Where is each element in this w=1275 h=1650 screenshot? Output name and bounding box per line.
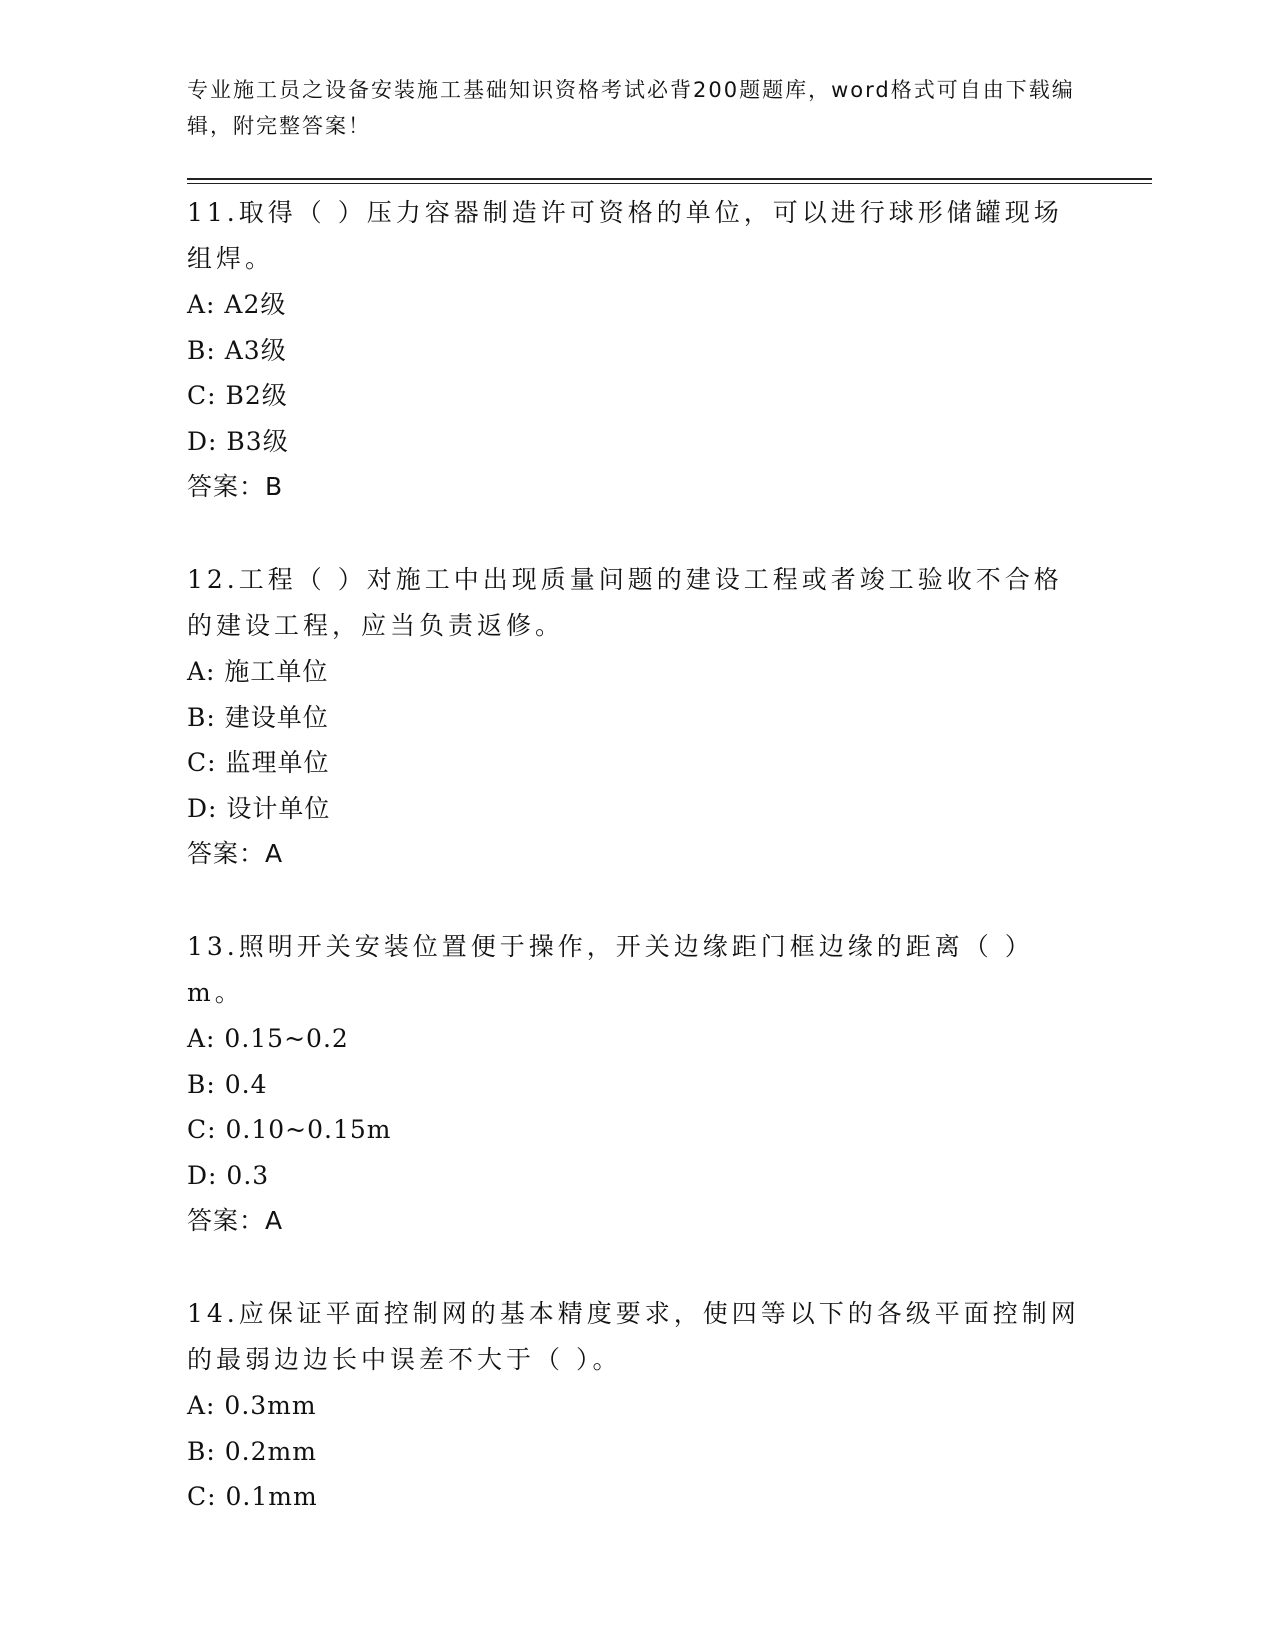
header-divider-thick	[187, 178, 1152, 180]
question-14	[187, 1291, 1087, 1520]
question-stem: 11.取得（ ）压力容器制造许可资格的单位，可以进行球形储罐现场组焊。	[187, 198, 1063, 273]
option-d: D: 0.3	[187, 1160, 270, 1190]
header-divider-thin	[187, 183, 1152, 184]
option-a: A: 0.3mm	[187, 1391, 317, 1420]
option-b: B: 建设单位	[187, 702, 329, 732]
option-c: C: 监理单位	[187, 748, 330, 777]
question-stem: 13.照明开关安装位置便于操作，开关边缘距门框边缘的距离（ ）m。	[187, 932, 1034, 1007]
question-stem: 12.工程（ ）对施工中出现质量问题的建设工程或者竣工验收不合格的建设工程，应当负责返修。	[187, 565, 1063, 640]
option-c: C: B2级	[187, 381, 288, 410]
answer-line: 答案：B	[187, 472, 284, 501]
question-11	[187, 190, 1087, 510]
option-c: C: 0.1mm	[187, 1482, 318, 1511]
option-d: D: B3级	[187, 426, 289, 456]
answer-line: 答案：A	[187, 1206, 284, 1235]
question-13	[187, 924, 1087, 1244]
answer-line: 答案：A	[187, 839, 284, 868]
option-d: D: 设计单位	[187, 793, 331, 823]
option-a: A: A2级	[187, 290, 287, 319]
question-12	[187, 557, 1087, 877]
option-c: C: 0.10~0.15m	[187, 1115, 392, 1144]
option-b: B: A3级	[187, 335, 287, 365]
option-a: A: 施工单位	[187, 657, 329, 686]
option-b: B: 0.4	[187, 1069, 268, 1099]
question-stem: 14.应保证平面控制网的基本精度要求，使四等以下的各级平面控制网的最弱边边长中误差不大于（ ）。	[187, 1299, 1080, 1374]
question-list	[187, 190, 1087, 1567]
document-header: 专业施工员之设备安装施工基础知识资格考试必背200题题库，word格式可自由下载编辑，附完整答案！	[187, 78, 1075, 138]
option-a: A: 0.15~0.2	[187, 1024, 349, 1053]
option-b: B: 0.2mm	[187, 1436, 317, 1466]
